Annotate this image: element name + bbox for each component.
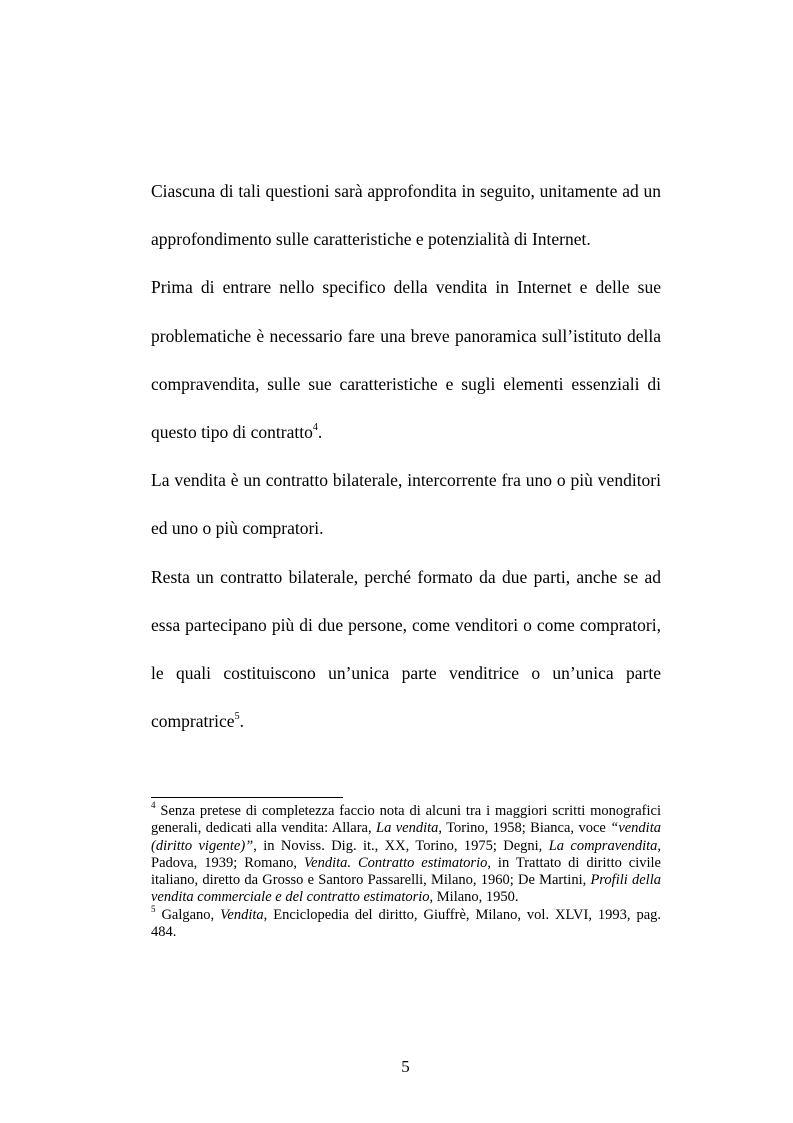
paragraph-2 xyxy=(151,263,661,456)
paragraph-1: Ciascuna di tali questioni sarà approfondita in seguito, unitamente ad un approfondimento sulle caratteristiche e potenzialità di Internet. xyxy=(151,181,661,250)
paragraph-4-text: Resta un contratto bilaterale, perché formato da due parti, anche se ad essa partecipano più di due persone, come venditori o come compratori, le quali costituiscono un’unica parte venditrice o un’unica parte compratrice xyxy=(151,566,661,732)
footnote-4 xyxy=(151,800,662,907)
footnote-5-title-1: Vendita xyxy=(220,906,264,923)
footnote-5-number: 5 xyxy=(151,903,156,914)
footnote-5-text-1: Galgano, xyxy=(155,906,221,923)
footnote-4-text-6: , Milano, 1950. xyxy=(429,889,519,906)
paragraph-2-end: . xyxy=(317,422,323,443)
footnote-4-title-1: La vendita xyxy=(376,820,439,837)
footnote-4-number: 4 xyxy=(151,800,156,811)
footnote-4-text-3: , in Noviss. Dig. it., XX, Torino, 1975; Degni, xyxy=(253,837,549,854)
page-number: 5 xyxy=(401,1057,410,1076)
paragraph-2-text: Prima di entrare nello specifico della vendita in Internet e delle sue problematiche è necessario fare una breve panoramica sull’istituto della compravendita, sulle sue caratteristiche e sugli elementi essenziali di questo tipo di contratto xyxy=(151,277,661,443)
footnote-5 xyxy=(151,903,662,942)
paragraph-3: La vendita è un contratto bilaterale, intercorrente fra uno o più venditori ed uno o più compratori. xyxy=(151,470,661,539)
footnote-separator xyxy=(151,797,343,798)
footnote-ref-5[interactable]: 5 xyxy=(234,711,240,723)
footnote-4-title-4: Vendita. Contratto estimatorio xyxy=(303,854,488,871)
footnote-ref-4[interactable]: 4 xyxy=(312,422,318,434)
footnote-4-text-5: , in Trattato di diritto civile italiano, diretto da Grosso e Santoro Passarelli, Milano, 1960; De Martini xyxy=(151,854,661,889)
paragraph-4-end: . xyxy=(239,711,244,732)
footnote-4-title-5: , Profili della vendita commerciale e del contratto estimatorio xyxy=(151,872,661,906)
footnote-4-title-2: “vendita (diritto vigente)” xyxy=(151,820,661,854)
footnote-4-text-2: , Torino, 1958; Bianca, voce xyxy=(438,820,611,837)
footnote-5-text-2: , Enciclopedia del diritto, Giuffrè, Milano, vol. XLVI, 1993, pag. 484. xyxy=(151,906,662,941)
footnote-4-text-1: Senza pretese di completezza faccio nota di alcuni tra i maggiori scritti monografici generali, dedicati alla vendita: Allara, xyxy=(151,803,661,837)
footnote-4-title-3: La compravendita xyxy=(548,837,658,854)
body-text xyxy=(151,167,661,745)
footnotes xyxy=(151,800,662,941)
footnote-4-text-4: , Padova, 1939; Romano, xyxy=(151,837,662,871)
paragraph-4 xyxy=(151,553,661,746)
